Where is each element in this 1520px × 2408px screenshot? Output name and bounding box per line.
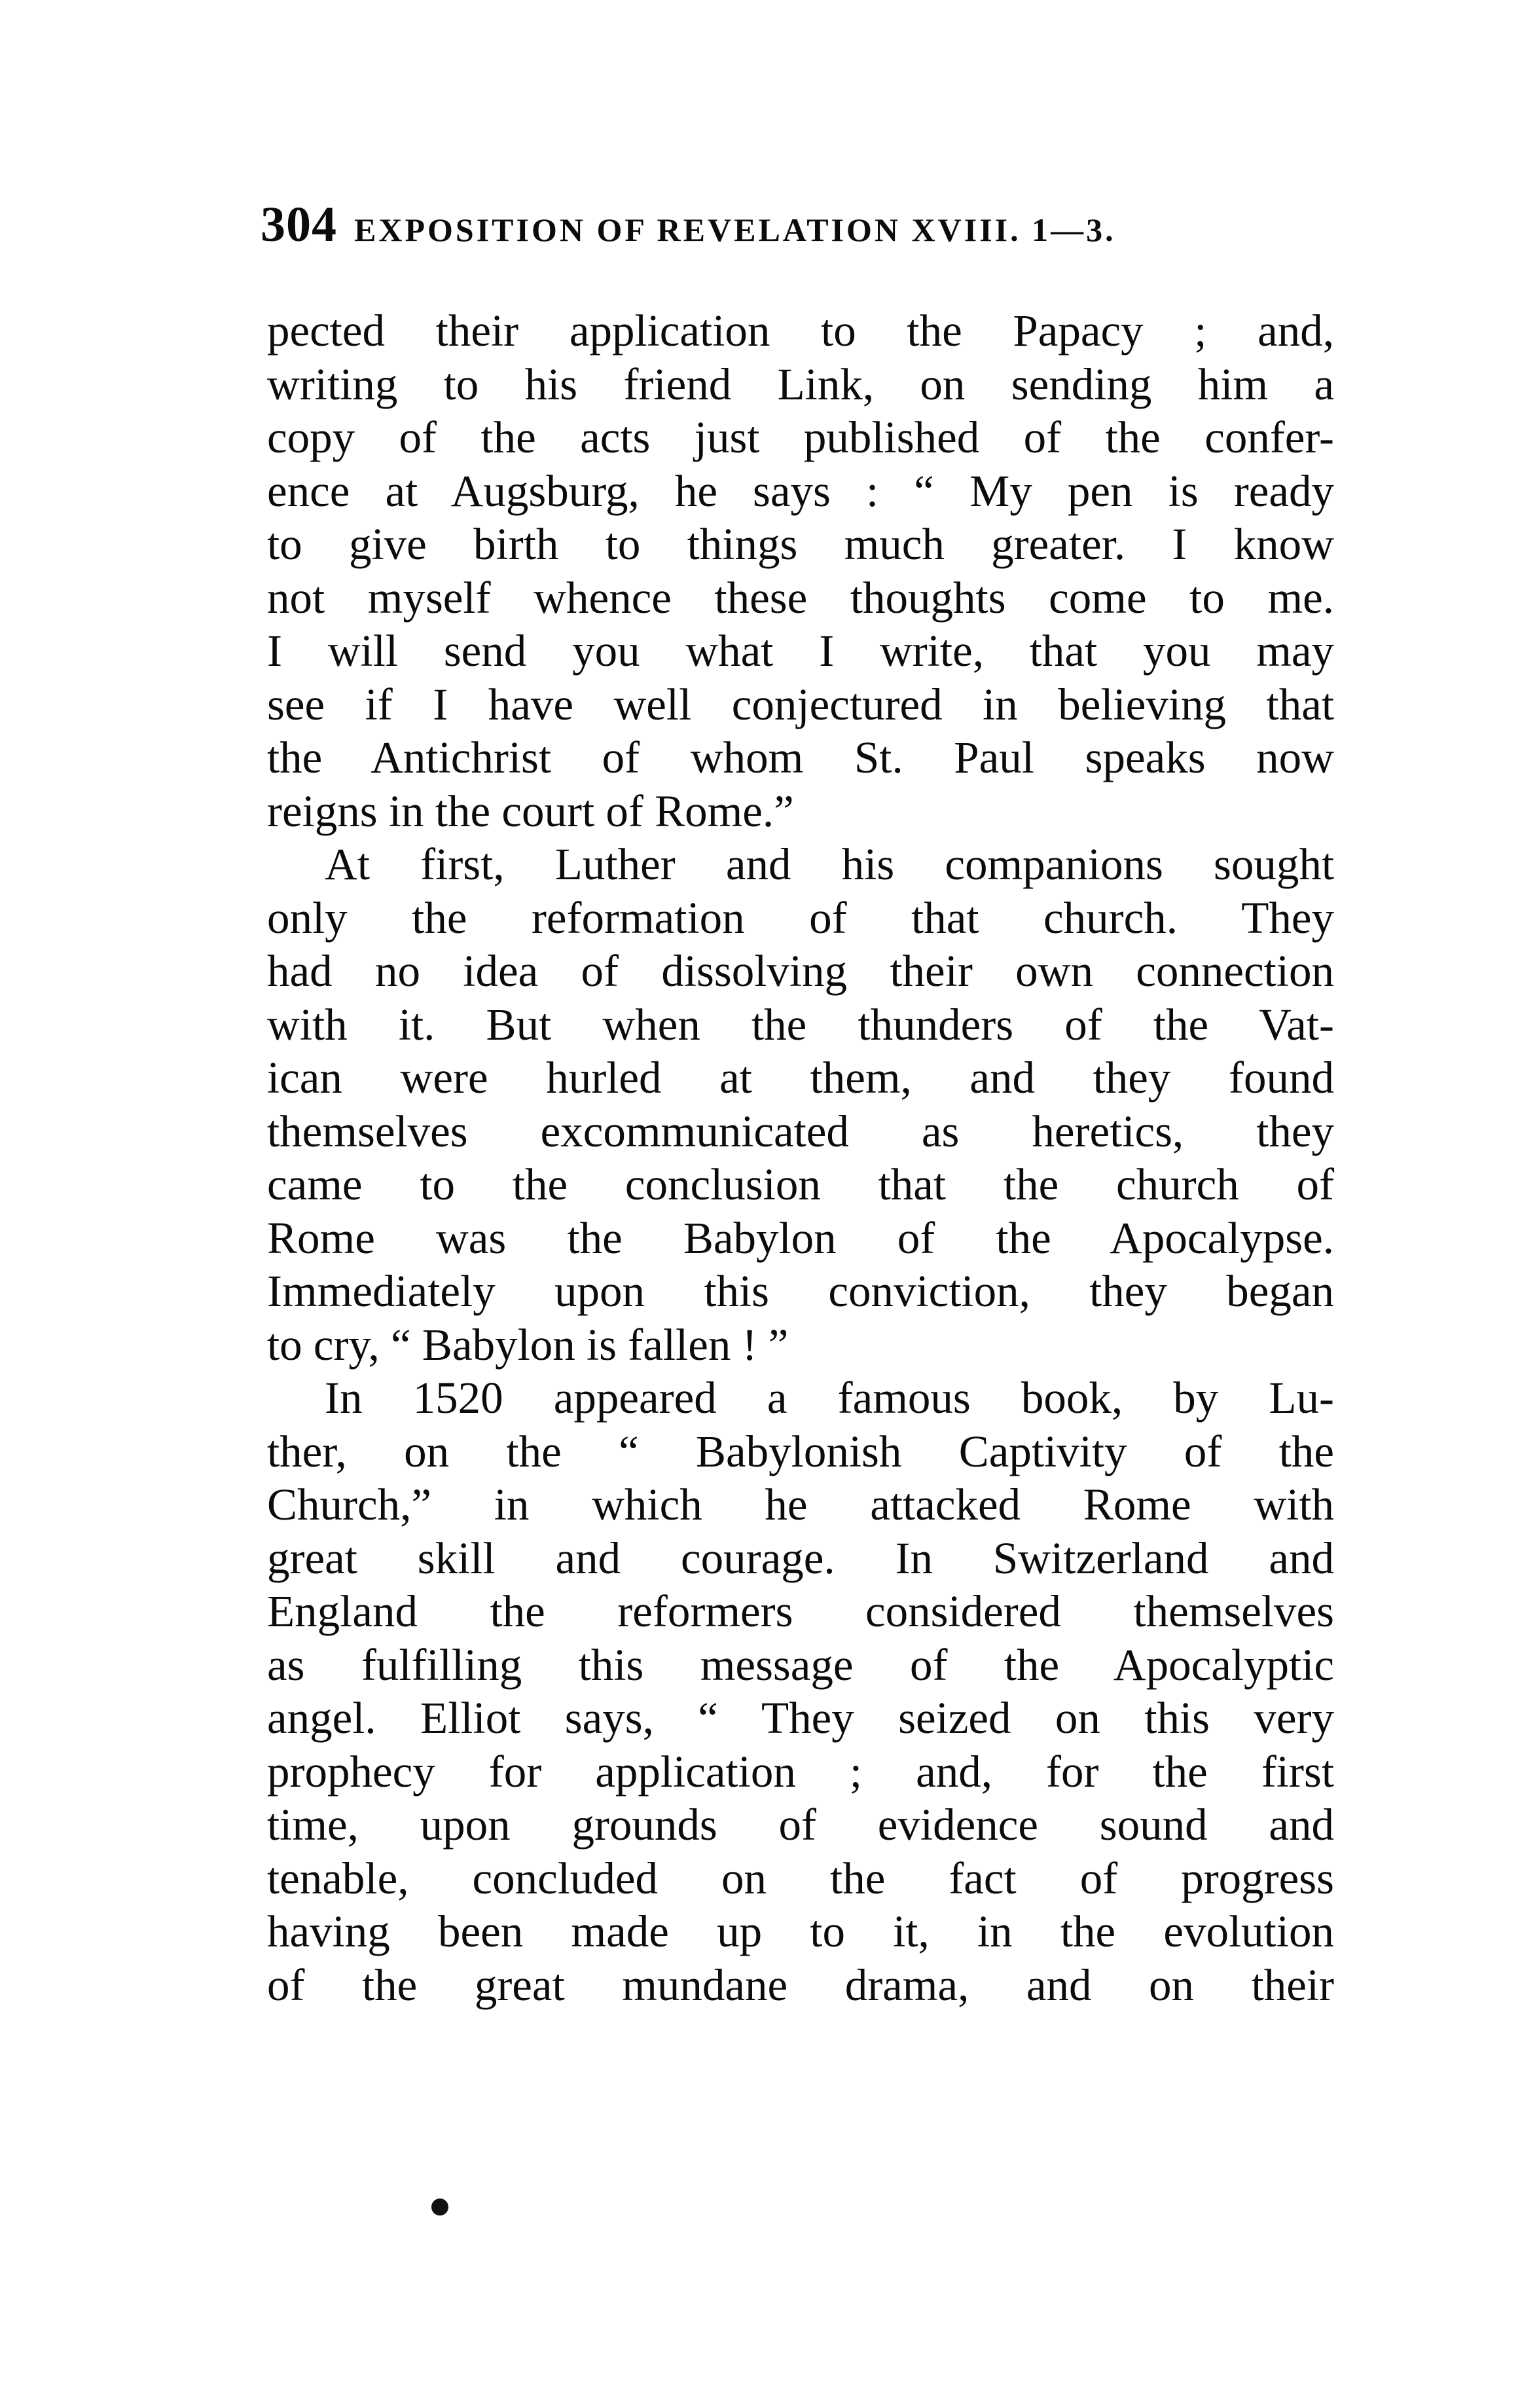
text-line: ence at Augsburg, he says : “ My pen is ready <box>267 465 1334 516</box>
text-line: Rome was the Babylon of the Apocalypse. <box>267 1213 1334 1263</box>
text-line: see if I have well conjectured in believing that <box>267 679 1334 729</box>
body-text <box>267 304 1334 2012</box>
text-line: themselves excommunicated as heretics, they <box>267 1106 1334 1156</box>
text-line: great skill and courage. In Switzerland and <box>267 1533 1334 1583</box>
text-line: In 1520 appeared a famous book, by Lu- <box>325 1373 1334 1423</box>
text-line: having been made up to it, in the evolution <box>267 1906 1334 1956</box>
running-title: EXPOSITION OF REVELATION XVIII. 1—3. <box>354 211 1116 248</box>
text-line: as fulfilling this message of the Apocalyptic <box>267 1639 1334 1690</box>
text-line: time, upon grounds of evidence sound and <box>267 1800 1334 1850</box>
running-head <box>261 196 1334 268</box>
text-line: pected their application to the Papacy ; and, <box>267 306 1334 356</box>
text-line: England the reformers considered themselves <box>267 1586 1334 1636</box>
text-line: I will send you what I write, that you may <box>267 626 1334 676</box>
text-line: to give birth to things much greater. I know <box>267 519 1334 569</box>
text-line: copy of the acts just published of the confer- <box>267 412 1334 462</box>
ink-dot-mark <box>431 2198 448 2216</box>
text-line: angel. Elliot says, “ They seized on this very <box>267 1693 1334 1743</box>
text-line: writing to his friend Link, on sending him a <box>267 359 1334 409</box>
text-line: to cry, “ Babylon is fallen ! ” <box>267 1319 789 1370</box>
text-line: of the great mundane drama, and on their <box>267 1960 1334 2010</box>
text-line: reigns in the court of Rome.” <box>267 786 794 836</box>
text-line: the Antichrist of whom St. Paul speaks now <box>267 733 1334 782</box>
text-line: not myself whence these thoughts come to me. <box>267 572 1334 623</box>
text-line: ther, on the “ Babylonish Captivity of the <box>267 1426 1334 1476</box>
text-line: with it. But when the thunders of the Vat- <box>267 999 1334 1049</box>
text-line: tenable, concluded on the fact of progress <box>267 1853 1334 1903</box>
page-number: 304 <box>261 197 337 252</box>
text-line: At first, Luther and his companions sought <box>325 839 1334 889</box>
text-line: only the reformation of that church. They <box>267 892 1334 943</box>
text-line: prophecy for application ; and, for the first <box>267 1746 1334 1797</box>
text-line: came to the conclusion that the church of <box>267 1159 1334 1209</box>
text-line: Church,” in which he attacked Rome with <box>267 1480 1334 1529</box>
text-line: ican were hurled at them, and they found <box>267 1053 1334 1103</box>
text-line: had no idea of dissolving their own connection <box>267 946 1334 996</box>
text-line: Immediately upon this conviction, they began <box>267 1266 1334 1316</box>
